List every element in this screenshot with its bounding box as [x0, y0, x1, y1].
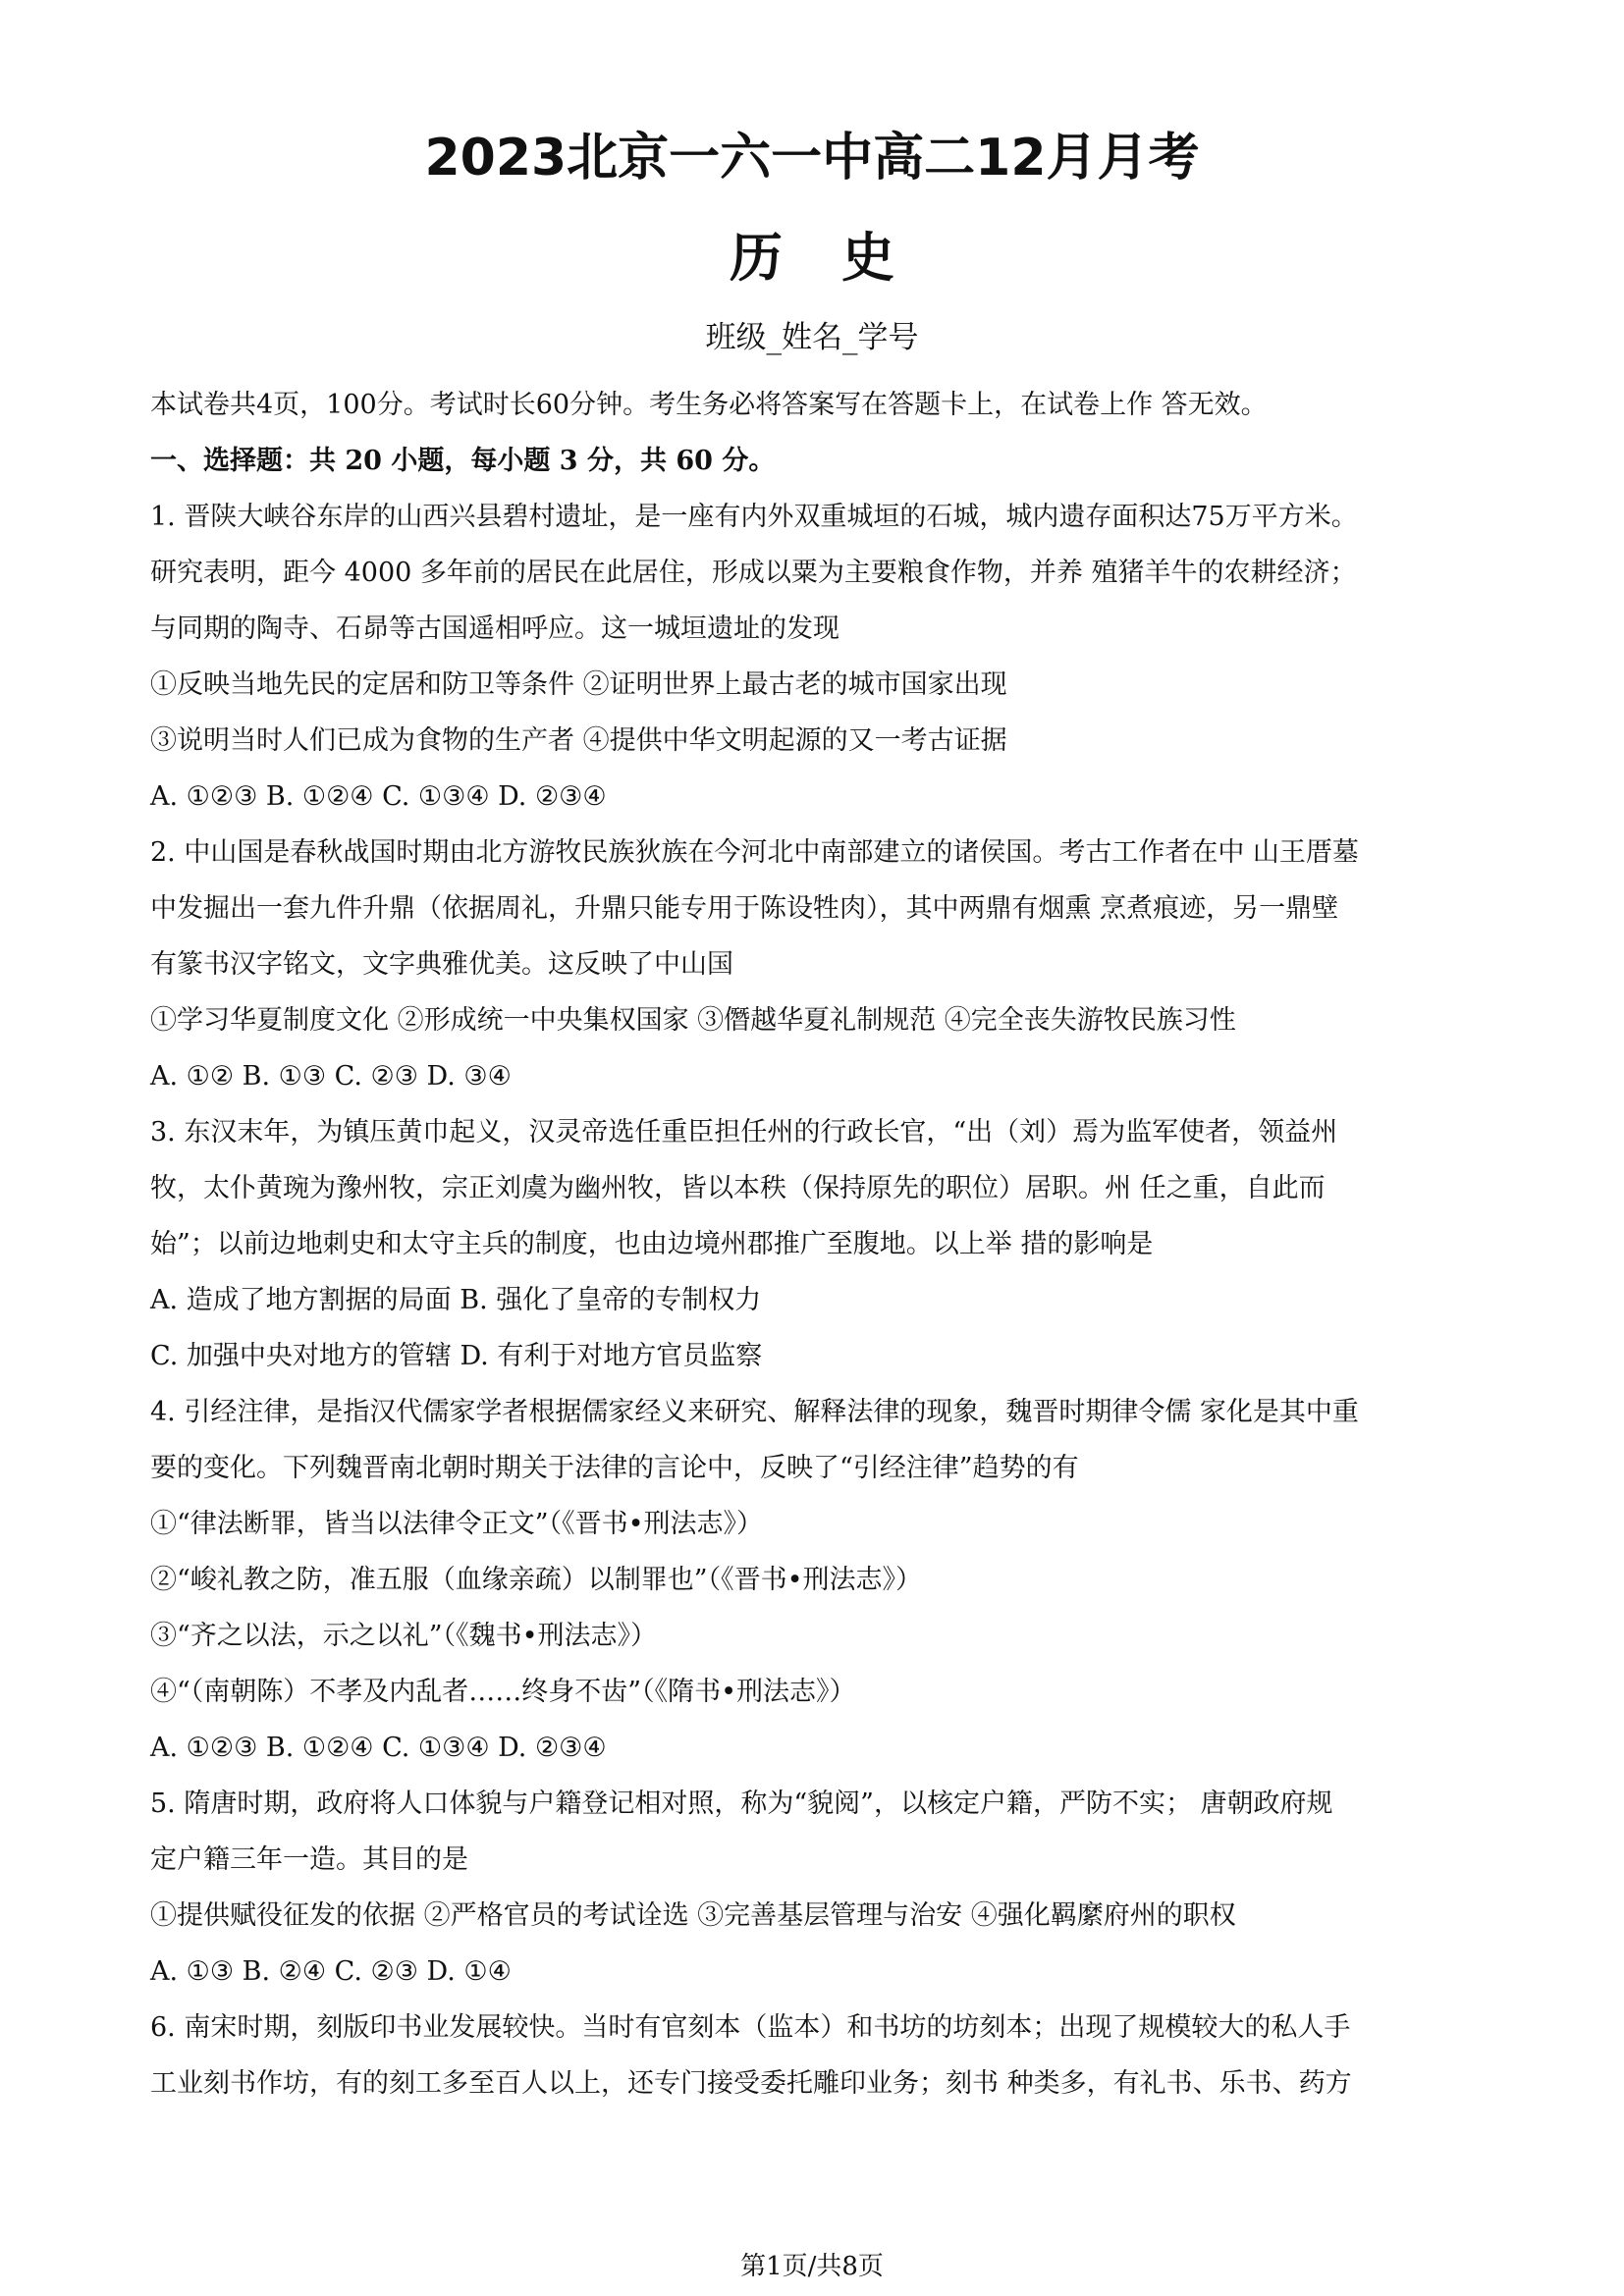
question-option: ③说明当时人们已成为食物的生产者 ④提供中华文明起源的又一考古证据	[150, 725, 1007, 756]
question-text: 牧，太仆黄琬为豫州牧，宗正刘虞为幽州牧，皆以本秩（保持原先的职位）居职。州 任之重，自此而	[150, 1173, 1326, 1203]
question-option: ④“（南朝陈）不孝及内乱者……终身不齿”（《隋书•刑法志》）	[150, 1677, 856, 1707]
answer-choices: A. ①②③ B. ①②④ C. ①③④ D. ②③④	[150, 781, 607, 812]
document-body	[150, 377, 1495, 2111]
page-title: 2023北京一六一中高二12月月考	[424, 129, 1200, 187]
question-text: 工业刻书作坊，有的刻工多至百人以上，还专门接受委托雕印业务；刻书 种类多，有礼书、乐书、药方	[150, 2068, 1352, 2099]
question-text: 2. 中山国是春秋战国时期由北方游牧民族狄族在今河北中南部建立的诸侯国。考古工作者在中 山王厝墓	[150, 837, 1359, 868]
answer-choices: A. ①② B. ①③ C. ②③ D. ③④	[150, 1061, 512, 1092]
question-text: 1. 晋陕大峡谷东岸的山西兴县碧村遗址，是一座有内外双重城垣的石城，城内遗存面积达75万平方米。	[150, 502, 1358, 532]
question-option: ②“峻礼教之防，准五服（血缘亲疏）以制罪也”（《晋书•刑法志》）	[150, 1565, 923, 1595]
question-text: 4. 引经注律，是指汉代儒家学者根据儒家经义来研究、解释法律的现象，魏晋时期律令儒 家化是其中重	[150, 1397, 1359, 1427]
answer-choices: A. ①②③ B. ①②④ C. ①③④ D. ②③④	[150, 1733, 607, 1763]
question-text: 要的变化。下列魏晋南北朝时期关于法律的言论中，反映了“引经注律”趋势的有	[150, 1453, 1079, 1483]
exam-instructions: 本试卷共4页，100分。考试时长60分钟。考生务必将答案写在答题卡上，在试卷上作 答无效。	[150, 390, 1268, 420]
question-text: 6. 南宋时期，刻版印书业发展较快。当时有官刻本（监本）和书坊的坊刻本；出现了规模较大的私人手	[150, 2012, 1351, 2043]
question-text: 与同期的陶寺、石昴等古国遥相呼应。这一城垣遗址的发现	[150, 614, 839, 644]
question-option: ③“齐之以法，示之以礼”（《魏书•刑法志》）	[150, 1621, 658, 1651]
question-option: ①提供赋役征发的依据 ②严格官员的考试诠选 ③完善基层管理与治安 ④强化羁縻府州的职权	[150, 1900, 1236, 1931]
answer-choices: A. ①③ B. ②④ C. ②③ D. ①④	[150, 1956, 512, 1987]
answer-choices: C. 加强中央对地方的管辖 D. 有利于对地方官员监察	[150, 1341, 763, 1371]
question-option: ①学习华夏制度文化 ②形成统一中央集权国家 ③僭越华夏礼制规范 ④完全丧失游牧民族习性	[150, 1005, 1236, 1036]
subject-heading: 历史	[730, 227, 953, 289]
section-heading: 一、选择题：共 20 小题，每小题 3 分，共 60 分。	[150, 446, 776, 476]
question-text: 3. 东汉末年，为镇压黄巾起义，汉灵帝选任重臣担任州的行政长官，“出（刘）焉为监军使者，领益州	[150, 1117, 1338, 1148]
question-option: ①“律法断罪，皆当以法律令正文”（《晋书•刑法志》）	[150, 1509, 764, 1539]
question-option: ①反映当地先民的定居和防卫等条件 ②证明世界上最古老的城市国家出现	[150, 669, 1007, 700]
question-text: 始”；以前边地刺史和太守主兵的制度，也由边境州郡推广至腹地。以上举 措的影响是	[150, 1229, 1154, 1259]
question-text: 有篆书汉字铭文，文字典雅优美。这反映了中山国	[150, 949, 733, 980]
question-text: 定户籍三年一造。其目的是	[150, 1844, 468, 1875]
question-text: 中发掘出一套九件升鼎（依据周礼，升鼎只能专用于陈设牲肉），其中两鼎有烟熏 烹煮痕迹，另一鼎壁	[150, 893, 1339, 924]
answer-choices: A. 造成了地方割据的局面 B. 强化了皇帝的专制权力	[150, 1285, 762, 1315]
class-name-id-line: 班级_姓名_学号	[705, 320, 919, 355]
page-number: 第1页/共8页	[740, 2252, 884, 2281]
question-text: 5. 隋唐时期，政府将人口体貌与户籍登记相对照，称为“貌阅”，以核定户籍，严防不实； 唐朝政府规	[150, 1789, 1333, 1819]
question-text: 研究表明，距今 4000 多年前的居民在此居住，形成以粟为主要粮食作物，并养 殖猪羊牛的农耕经济；	[150, 558, 1357, 588]
